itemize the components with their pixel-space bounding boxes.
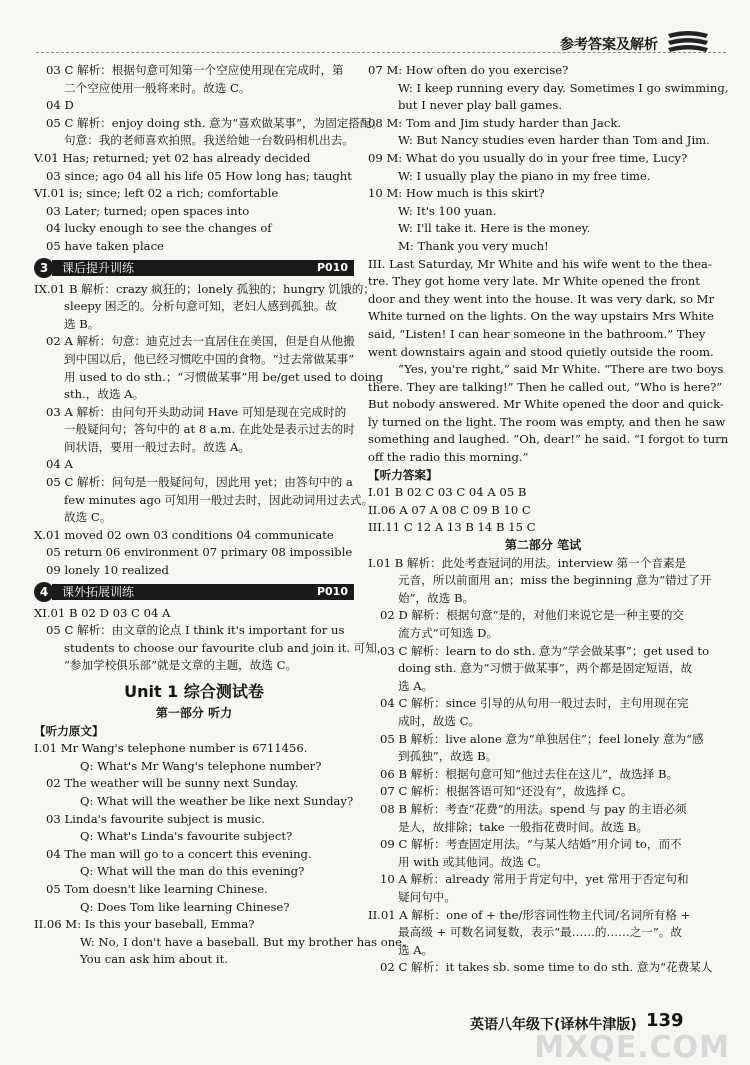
text-line: XI.01 B 02 D 03 C 04 A	[34, 605, 171, 620]
text-line: II.06 M: Is this your baseball, Emma?	[34, 917, 255, 932]
text-line: 08 B 解析：考查“花费”的用法。spend 与 pay 的主语必须	[380, 801, 687, 816]
text-line: 03 C 解析：learn to do sth. 意为“学会做某事”；get used to	[380, 643, 710, 658]
section-label: 课后提升训练	[62, 260, 135, 275]
section-bar-after-class	[34, 258, 354, 278]
text-line: “参加学校俱乐部”就是文章的主题，故选 C。	[64, 658, 298, 673]
text-line: 到中国以后，他已经习惯吃中国的食物。“过去常做某事”	[64, 351, 355, 366]
text-line: 03 C 解析：根据句意可知第一个空应使用现在完成时，第	[46, 63, 344, 77]
text-line: 04 The man will go to a concert this evening.	[46, 846, 312, 861]
text-line: II.06 A 07 A 08 C 09 B 10 C	[368, 502, 531, 517]
text-line: 04 C 解析：since 引导的从句用一般过去时，主句用现在完	[380, 696, 689, 711]
text-line: W: I keep running every day. Sometimes I go swimming,	[398, 80, 729, 95]
section-page: P010	[316, 260, 348, 274]
section-number: 3	[34, 258, 54, 278]
text-line: sleepy 困乏的。分析句意可知，老妇人感到孤独。故	[64, 299, 337, 314]
text-line: 一般疑问句；答句中的 at 8 a.m. 在此处是表示过去的时	[64, 422, 355, 437]
text-line: students to choose our favourite club and join it. 可知，	[64, 640, 389, 655]
text-line: You can ask him about it.	[80, 952, 228, 967]
text-line: 用 used to do sth.；“习惯做某事”用 be/get used to doing	[64, 369, 384, 384]
listening-answer-heading: 【听力答案】	[368, 467, 438, 482]
text-line: 最高级 + 可数名词复数，表示“最……的……之一”。故	[398, 925, 683, 940]
text-line: 06 B 解析：根据句意可知“他过去住在这儿”，故选择 B。	[380, 766, 679, 781]
text-line: 选 B。	[64, 316, 100, 331]
listening-text-heading: 【听力原文】	[34, 723, 104, 738]
text-line: 02 A 解析：句意：迪克过去一直居住在美国，但是自从他搬	[46, 334, 355, 349]
text-line: door and they went into the house. It was very dark, so Mr	[368, 291, 715, 306]
text-line: 10 M: How much is this skirt?	[368, 186, 545, 201]
text-line: 到孤独”，故选 B。	[398, 749, 498, 764]
section-label: 课外拓展训练	[62, 584, 135, 599]
left-top-answers	[34, 62, 384, 256]
text-line: 05 C 解析：问句是一般疑问句，因此用 yet；由答句中的 a	[46, 475, 353, 490]
text-line: I.01 B 02 C 03 C 04 A 05 B	[368, 485, 527, 500]
text-line: 04 D	[46, 98, 74, 113]
text-line: 成时，故选 C。	[398, 713, 481, 728]
text-line: X.01 moved 02 own 03 conditions 04 communicate	[34, 527, 334, 542]
unit-title: Unit 1 综合测试卷	[124, 682, 264, 701]
text-line: 故选 C。	[64, 510, 112, 525]
text-line: 二个空应使用一般将来时。故选 C。	[64, 80, 251, 95]
text-line: went downstairs again and stood quietly outside the room.	[368, 344, 714, 359]
text-line: Q: Does Tom like learning Chinese?	[80, 899, 290, 914]
section-bar-extension	[34, 582, 354, 602]
text-line: 05 return 06 environment 07 primary 08 impossible	[46, 545, 353, 560]
part-one-heading: 第一部分 听力	[155, 706, 233, 720]
text-line: something and laughed. “Oh, dear!” he said. “I forgot to turn	[368, 432, 729, 447]
text-line: 05 C 解析：由文章的论点 I think it's important for us	[46, 623, 345, 638]
story-passage	[368, 256, 729, 467]
left-mid-answers	[34, 281, 384, 580]
text-line: 03 since; ago 04 all his life 05 How long has; taught	[46, 168, 352, 183]
right-column	[368, 62, 729, 977]
part-two-heading: 第二部分 笔试	[504, 538, 582, 553]
text-line: 05 C 解析：enjoy doing sth. 意为“喜欢做某事”，为固定搭配。	[46, 115, 384, 130]
text-line: W: I'll take it. Here is the money.	[398, 221, 591, 236]
text-line: Q: What will the man do this evening?	[80, 864, 305, 879]
text-line: 09 M: What do you usually do in your free time, Lucy?	[368, 150, 688, 165]
text-line: 05 B 解析：live alone 意为“单独居住”；feel lonely 意为“感	[380, 731, 704, 746]
text-line: 是人，故排除；take 一般指花费时间。故选 B。	[398, 819, 649, 834]
text-line: Q: What's Mr Wang's telephone number?	[80, 758, 322, 773]
text-line: 02 The weather will be sunny next Sunday.	[46, 776, 299, 791]
text-line: tre. They got home very late. Mr White opened the front	[368, 274, 700, 289]
text-line: IX.01 B 解析：crazy 疯狂的；lonely 孤独的；hungry 饥饿的；	[34, 281, 375, 296]
text-line: 03 Linda's favourite subject is music.	[46, 811, 265, 826]
text-line: III. Last Saturday, Mr White and his wife went to the thea-	[368, 256, 712, 271]
text-line: sth.，故选 A。	[64, 387, 145, 402]
dialog-script	[368, 62, 729, 256]
text-line: W: I usually play the piano in my free time.	[398, 168, 651, 183]
section-page: P010	[316, 584, 348, 598]
text-line: Q: What's Linda's favourite subject?	[80, 829, 293, 844]
left-bottom-answers	[34, 605, 389, 675]
text-line: ly turned on the light. The room was empty, and then he saw	[368, 414, 726, 429]
text-line: 04 A	[46, 457, 73, 472]
text-line: V.01 Has; returned; yet 02 has already decided	[34, 150, 311, 165]
text-line: W: It's 100 yuan.	[398, 203, 497, 218]
text-line: 疑问句中。	[398, 889, 456, 904]
text-line: 句意：我的老师喜欢拍照。我送给她一台数码相机出去。	[64, 133, 354, 148]
text-line: 02 D 解析：根据句意“是的，对他们来说它是一种主要的交	[380, 608, 685, 623]
text-line: 03 A 解析：由问句开头助动词 Have 可知是现在完成时的	[46, 404, 347, 419]
text-line: doing sth. 意为“习惯于做某事”，两个都是固定短语，故	[398, 661, 693, 676]
watermark: MXQE.COM	[534, 1030, 730, 1065]
listening-script	[34, 740, 406, 969]
text-line: I.01 B 解析：此处考查冠词的用法。interview 第一个音素是	[368, 555, 687, 570]
text-line: W: No, I don't have a baseball. But my brother has one.	[80, 934, 406, 949]
text-line: 02 C 解析：it takes sb. some time to do sth. 意为“花费某人	[380, 960, 713, 975]
header-title: 参考答案及解析	[560, 37, 658, 53]
text-line: there. They are talking!” Then he called out, “Who is here?”	[368, 379, 723, 394]
text-line: 04 lucky enough to see the changes of	[46, 221, 272, 236]
text-line: 流方式”可知选 D。	[398, 626, 499, 640]
footer-book-title: 英语八年级下(译林牛津版)	[470, 1017, 637, 1033]
text-line: III.11 C 12 A 13 B 14 B 15 C	[368, 520, 536, 535]
text-line: 03 Later; turned; open spaces into	[46, 203, 250, 218]
text-line: But nobody answered. Mr White opened the door and quick-	[368, 397, 724, 412]
text-line: 元音，所以前面用 an；miss the beginning 意为“错过了开	[398, 573, 712, 588]
text-line: 用 with 或其他词。故选 C。	[398, 854, 549, 869]
text-line: said, “Listen! I can hear someone in the bathroom.” They	[368, 326, 706, 341]
section-number: 4	[34, 582, 54, 602]
text-line: 09 lonely 10 realized	[46, 563, 169, 578]
text-line: 05 Tom doesn't like learning Chinese.	[46, 881, 268, 896]
text-line: M: Thank you very much!	[398, 238, 549, 253]
text-line: 09 C 解析：考查固定用法。“与某人结婚”用介词 to，而不	[380, 837, 682, 852]
text-line: 10 A 解析：already 常用于肯定句中，yet 常用于否定句和	[380, 872, 689, 887]
header-rule	[36, 52, 726, 53]
text-line: few minutes ago 可知用一般过去时，因此动词用过去式。	[64, 492, 374, 507]
text-line: 07 C 解析：根据答语可知“还没有”，故选择 C。	[380, 784, 633, 799]
listening-answers	[368, 484, 718, 537]
page-header	[0, 0, 750, 58]
text-line: 选 A。	[398, 678, 434, 693]
page-number: 139	[646, 1010, 684, 1031]
text-line: I.01 Mr Wang's telephone number is 6711456.	[34, 741, 308, 756]
text-line: 05 have taken place	[46, 238, 164, 253]
text-line: off the radio this morning.”	[368, 450, 529, 465]
written-answers	[368, 555, 718, 977]
text-line: 选 A。	[398, 942, 434, 957]
text-line: White turned on the lights. On the way upstairs Mrs White	[368, 309, 714, 324]
stack-logo-icon	[666, 30, 710, 52]
text-line: 始”，故选 B。	[398, 590, 475, 605]
text-line: II.01 A 解析：one of + the/形容词性物主代词/名词所有格 +	[368, 907, 691, 922]
text-line: 间状语，要用一般过去时。故选 A。	[64, 439, 250, 454]
text-line: 08 M: Tom and Jim study harder than Jack.	[368, 115, 622, 130]
text-line: Q: What will the weather be like next Sunday?	[80, 793, 354, 808]
text-line: VI.01 is; since; left 02 a rich; comfortable	[34, 186, 279, 201]
text-line: 07 M: How often do you exercise?	[368, 63, 569, 77]
text-line: but I never play ball games.	[398, 98, 562, 113]
text-line: W: But Nancy studies even harder than Tom and Jim.	[398, 133, 710, 148]
text-line: “Yes, you're right,” said Mr White. “There are two boys	[398, 362, 724, 377]
